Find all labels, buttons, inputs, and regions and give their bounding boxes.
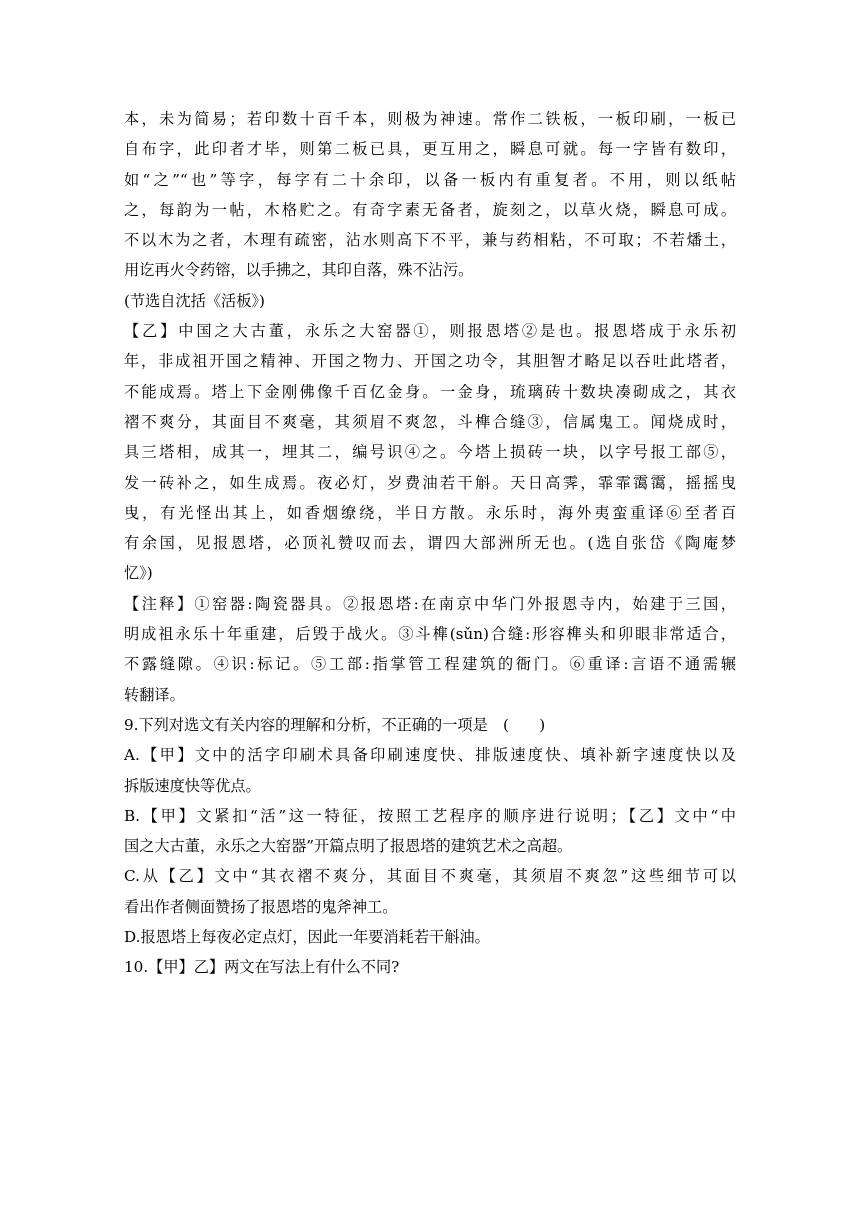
text-line: 明成祖永乐十年重建，后毁于战火。③斗榫(sǔn)合缝:形容榫头和卯眼非常适合， [124, 625, 736, 644]
text-line: 【注释】①窑器:陶瓷器具。②报恩塔:在南京中华门外报恩寺内，始建于三国， [124, 594, 736, 613]
text-line: 自布字，此印者才毕，则第二板已具，更互用之，瞬息可就。每一字皆有数印， [124, 140, 736, 159]
text-line: 有余国，见报恩塔，必顶礼赞叹而去，谓四大部洲所无也。(选自张岱《陶庵梦 [124, 534, 736, 553]
option-d: D.报恩塔上每夜必定点灯，因此一年要消耗若干斛油。 [124, 928, 490, 947]
source-citation: (节选自沈括《活板》) [124, 291, 265, 310]
text-line: 曳，有光怪出其上，如香烟缭绕，半日方散。永乐时，海外夷蛮重译⑥至者百 [124, 503, 736, 522]
option-c: C.从【乙】文中“其衣褶不爽分，其面目不爽毫，其须眉不爽忽”这些细节可以 [124, 867, 736, 886]
text-line: 【乙】中国之大古董，永乐之大窑器①，则报恩塔②是也。报恩塔成于永乐初 [124, 322, 736, 341]
question-stem: 9.下列对选文有关内容的理解和分析，不正确的一项是 ( ) [124, 715, 546, 734]
text-line: 不露缝隙。④识:标记。⑤工部:指掌管工程建筑的衙门。⑥重译:言语不通需辗 [124, 655, 736, 674]
option-a-cont: 拆版速度快等优点。 [124, 776, 261, 795]
text-line: 如“之”“也”等字，每字有二十余印，以备一板内有重复者。不用，则以纸帖 [124, 170, 736, 189]
text-line: 不以木为之者，木理有疏密，沾水则高下不平，兼与药相粘，不可取；不若燔土， [124, 231, 736, 250]
text-line: 年，非成祖开国之精神、开国之物力、开国之功令，其胆智才略足以吞吐此塔者， [124, 352, 736, 371]
text-line: 用讫再火令药镕，以手拂之，其印自落，殊不沾污。 [124, 261, 474, 280]
text-line: 不能成焉。塔上下金刚佛像千百亿金身。一金身，琉璃砖十数块凑砌成之，其衣 [124, 382, 736, 401]
annotations [124, 589, 736, 710]
option-b-cont: 国之大古董，永乐之大窑器”开篇点明了报恩塔的建筑艺术之高超。 [124, 837, 573, 856]
passage-jia-excerpt [124, 104, 736, 286]
question-10 [124, 952, 736, 982]
text-line: 具三塔相，成其一，埋其二，编号识④之。今塔上损砖一块，以字号报工部⑤， [124, 443, 736, 462]
document-page [124, 104, 736, 983]
option-b: B.【甲】文紧扣“活”这一特征，按照工艺程序的顺序进行说明；【乙】文中“中 [124, 806, 736, 825]
text-line: 转翻译。 [124, 685, 185, 704]
question-9 [124, 710, 736, 952]
option-a: A.【甲】文中的活字印刷术具备印刷速度快、排版速度快、填补新字速度快以及 [124, 746, 736, 765]
text-line: 本，未为简易；若印数十百千本，则极为神速。常作二铁板，一板印刷，一板已 [124, 110, 736, 128]
question-stem: 10.【甲】乙】两文在写法上有什么不同? [124, 958, 400, 977]
option-c-cont: 看出作者侧面赞扬了报恩塔的鬼斧神工。 [124, 897, 398, 916]
passage-yi [124, 316, 736, 589]
text-line: 忆》) [124, 564, 153, 583]
text-line: 发一砖补之，如生成焉。夜必灯，岁费油若干斛。天日高霁，霏霏霭霭，摇摇曳 [124, 473, 736, 492]
text-line: 褶不爽分，其面目不爽毫，其须眉不爽忽，斗榫合缝③，信属鬼工。闻烧成时， [124, 412, 736, 431]
source-jia [124, 286, 736, 316]
text-line: 之，每韵为一帖，木格贮之。有奇字素无备者，旋刻之，以草火烧，瞬息可成。 [124, 200, 736, 219]
